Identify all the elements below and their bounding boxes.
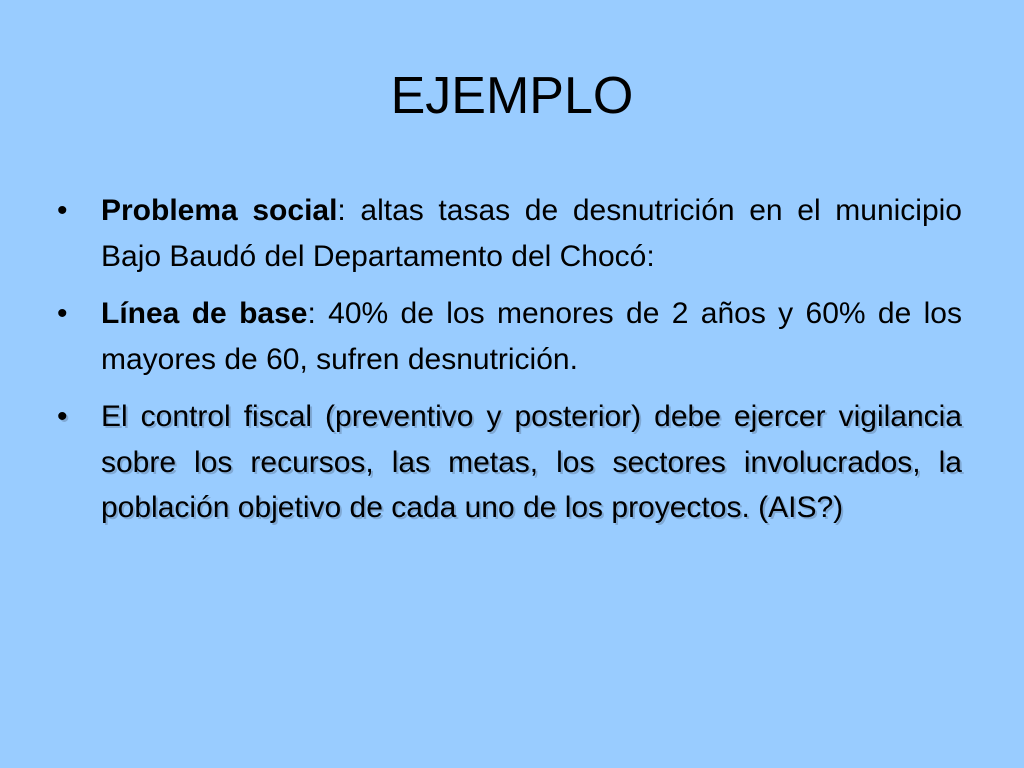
bullet-label: Problema social [101,194,338,227]
bullet-marker: • [57,194,68,227]
slide-title: EJEMPLO [390,67,634,125]
bullet-label: Línea de base [101,297,308,330]
bullet-list [57,188,962,543]
bullet-item-control-fiscal [57,394,962,531]
bullet-marker: • [57,297,68,330]
bullet-text: : 40% de los menores de 2 años y 60% de los mayores de 60, sufren desnutrición. [101,297,962,376]
bullet-item-problema-social [57,188,962,279]
bullet-marker: • [57,400,68,433]
bullet-item-linea-de-base [57,291,962,382]
bullet-text: : altas tasas de desnutrición en el municipio Bajo Baudó del Departamento del Chocó: [101,194,962,273]
bullet-text: El control fiscal (preventivo y posterior) debe ejercer vigilancia sobre los recursos, las metas, los sectores involucrados, la población objetivo de cada uno de los proyectos. (AIS?) [101,400,962,524]
